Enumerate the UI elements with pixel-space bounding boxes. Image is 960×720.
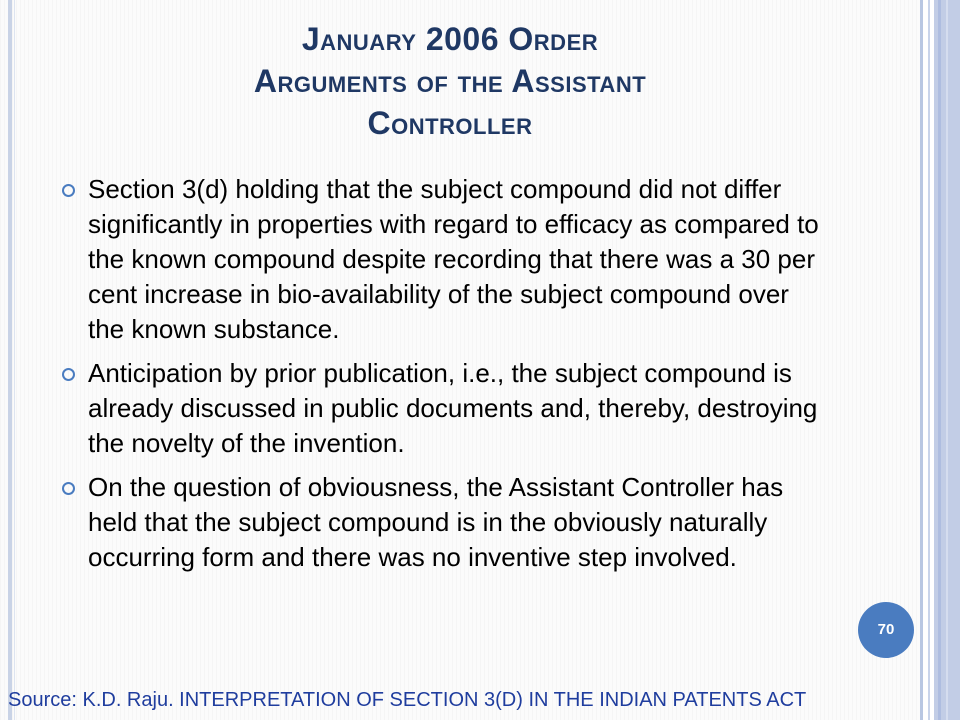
bullet-text: On the question of obviousness, the Assistant Controller has held that the subject compound is in the obviously naturally occurring form and there was no inventive step involved. bbox=[88, 472, 784, 572]
source-citation: Source: K.D. Raju. INTERPRETATION OF SECTION 3(D) IN THE INDIAN PATENTS ACT bbox=[8, 689, 807, 711]
bullet-text: Anticipation by prior publication, i.e., the subject compound is already discussed in public documents and, thereby, destroying the novelty of the invention. bbox=[88, 358, 818, 458]
bullet-text: Section 3(d) holding that the subject compound did not differ significantly in properties with regard to efficacy as compared to the known compound despite recording that there was a 30 per cent increase in bio-availability of the subject compound over the known substance. bbox=[88, 174, 819, 344]
title-line-2: Arguments of the Assistant bbox=[253, 63, 647, 99]
circle-bullet-icon bbox=[62, 184, 75, 197]
circle-bullet-icon bbox=[62, 368, 75, 381]
bullet-item bbox=[60, 470, 820, 575]
right-decorative-band bbox=[920, 0, 960, 720]
title-line-3: Controller bbox=[367, 105, 533, 141]
title-line-1: January 2006 Order bbox=[301, 21, 599, 57]
circle-bullet-icon bbox=[62, 482, 75, 495]
left-border-line-thin bbox=[14, 0, 15, 720]
page-number-badge: 70 bbox=[858, 602, 914, 658]
bullet-item bbox=[60, 172, 820, 347]
left-border-line bbox=[8, 0, 12, 720]
bullet-list bbox=[60, 172, 820, 584]
bullet-item bbox=[60, 356, 820, 461]
slide-title bbox=[60, 18, 840, 144]
